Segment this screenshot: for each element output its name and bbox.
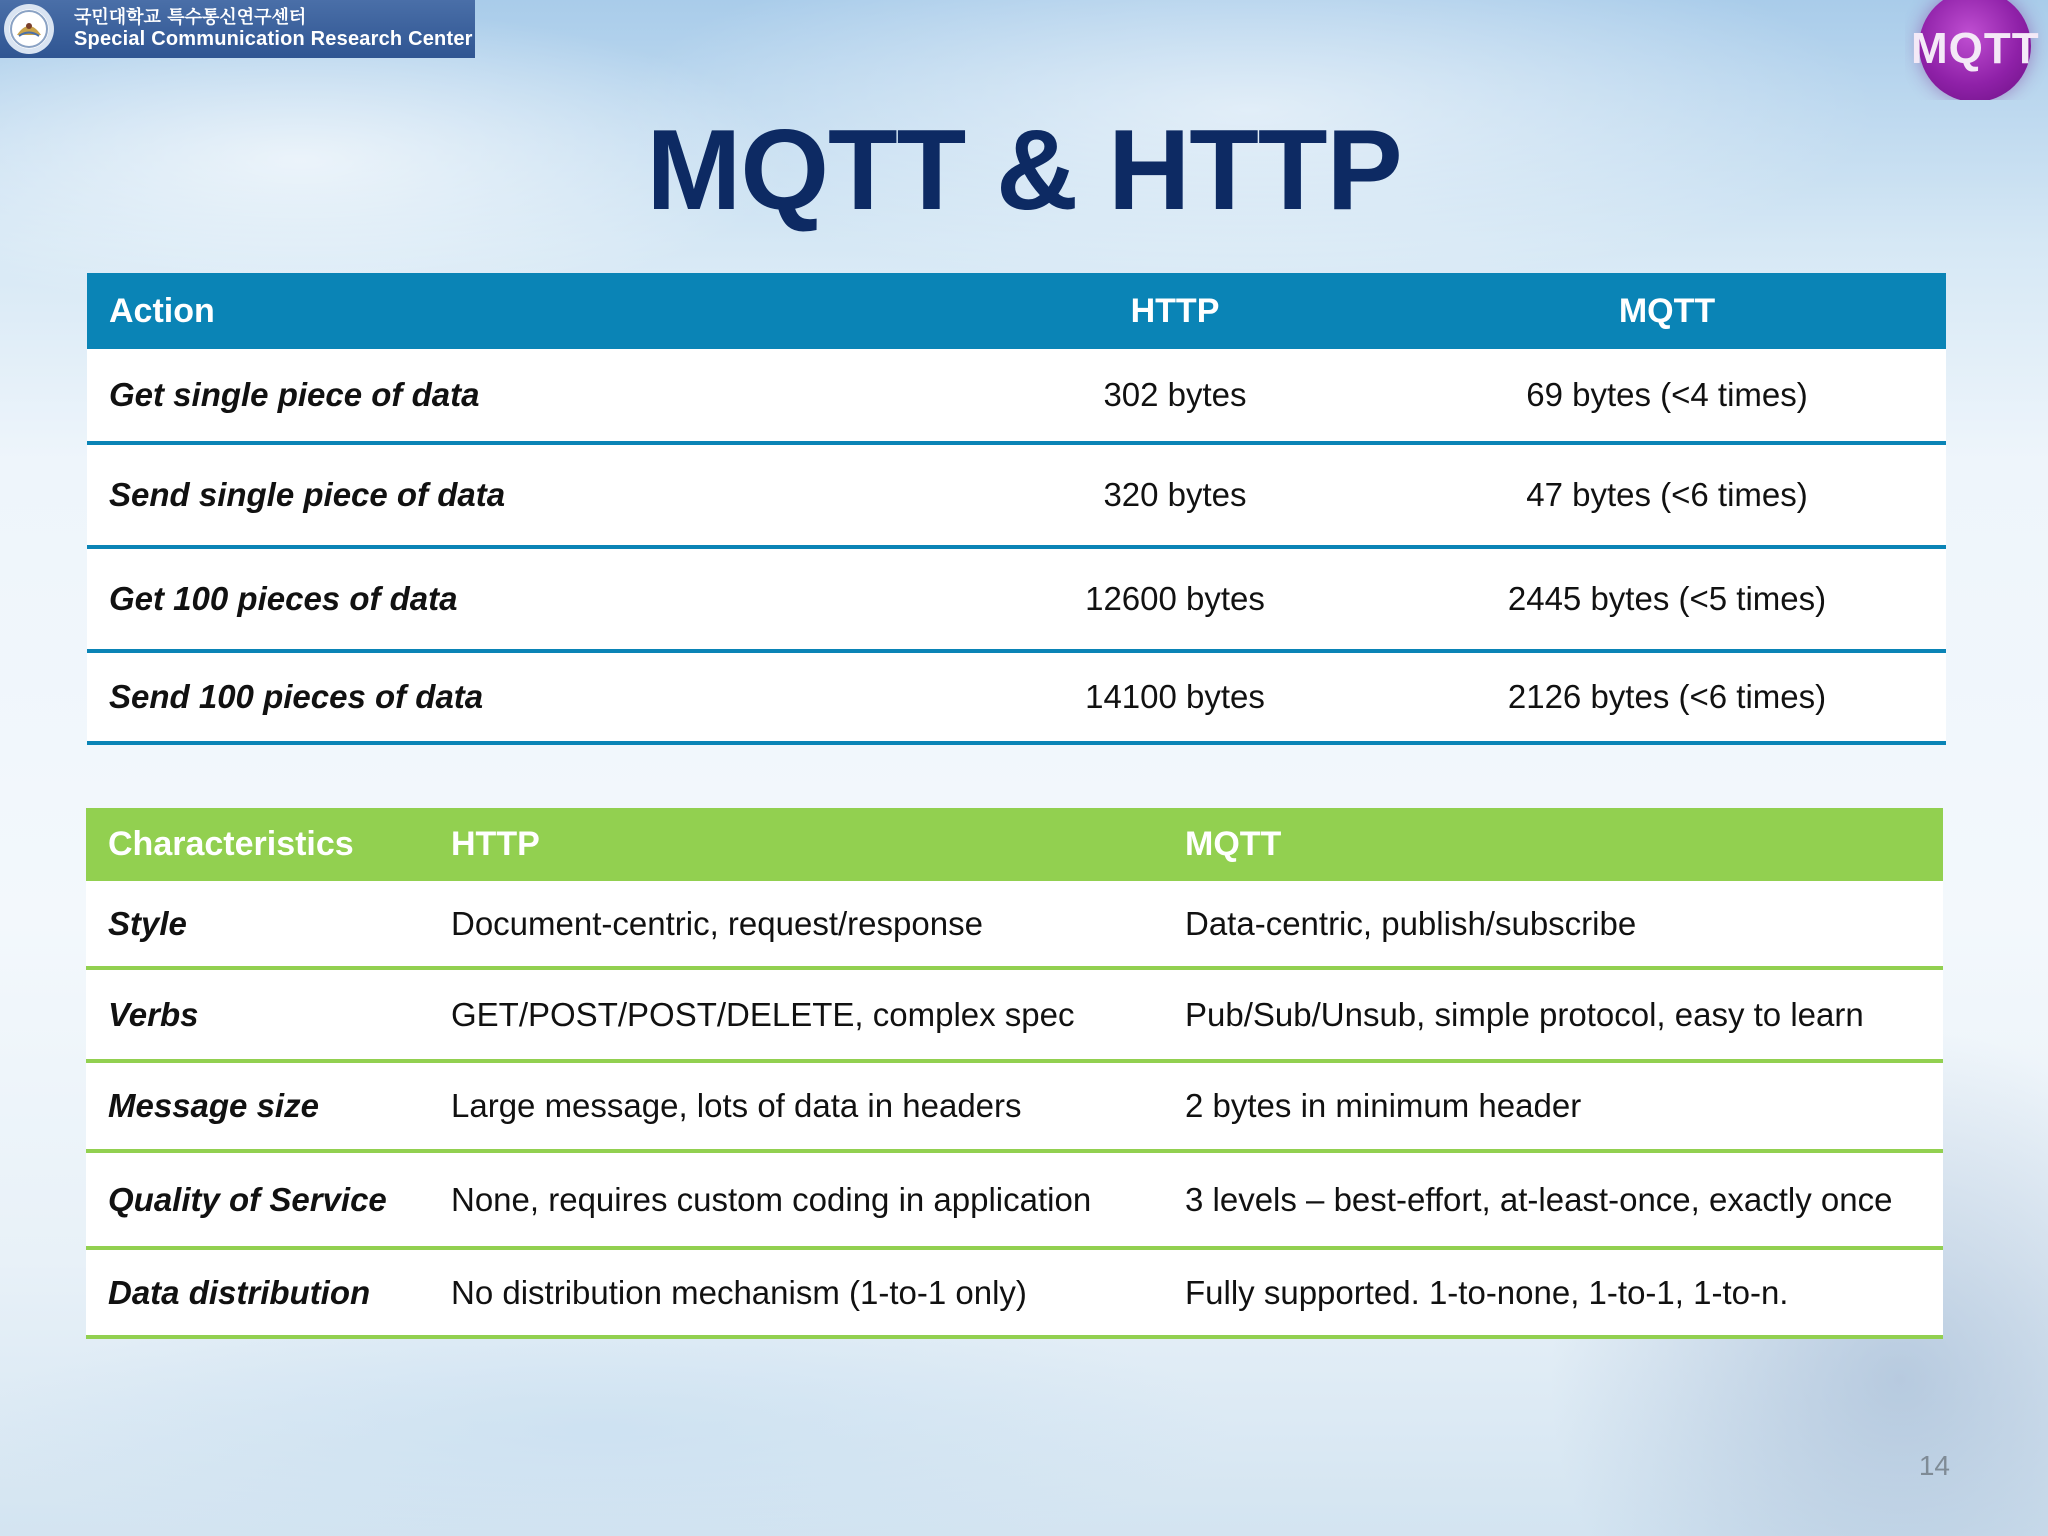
banner-text — [74, 8, 473, 50]
mqtt-logo-badge — [1905, 0, 2048, 100]
table-row — [87, 651, 1946, 743]
column-header-action: Action — [87, 273, 962, 349]
characteristic-cell: Verbs — [86, 968, 429, 1061]
http-characteristic-cell: No distribution mechanism (1-to-1 only) — [429, 1248, 1163, 1337]
mqtt-size-cell: 69 bytes (<4 times) — [1388, 349, 1946, 443]
mqtt-size-cell: 2445 bytes (<5 times) — [1388, 547, 1946, 651]
table-row — [86, 881, 1943, 968]
characteristic-cell: Quality of Service — [86, 1151, 429, 1248]
mqtt-characteristic-cell: 2 bytes in minimum header — [1163, 1061, 1943, 1151]
column-header-mqtt: MQTT — [1388, 273, 1946, 349]
http-characteristic-cell: Document-centric, request/response — [429, 881, 1163, 968]
table-row — [87, 443, 1946, 547]
column-header-mqtt: MQTT — [1163, 808, 1943, 881]
slide-title: MQTT & HTTP — [646, 107, 1402, 234]
http-characteristic-cell: GET/POST/POST/DELETE, complex spec — [429, 968, 1163, 1061]
http-size-cell: 302 bytes — [962, 349, 1388, 443]
column-header-http: HTTP — [429, 808, 1163, 881]
org-name-english: Special Communication Research Center — [74, 27, 473, 50]
characteristic-cell: Style — [86, 881, 429, 968]
table-row — [87, 547, 1946, 651]
action-cell: Get single piece of data — [87, 349, 962, 443]
size-comparison-table — [87, 273, 1946, 745]
table-row — [86, 1248, 1943, 1337]
table-row — [86, 968, 1943, 1061]
column-header-characteristics: Characteristics — [86, 808, 429, 881]
header-banner — [0, 0, 475, 58]
http-characteristic-cell: None, requires custom coding in application — [429, 1151, 1163, 1248]
characteristic-cell: Data distribution — [86, 1248, 429, 1337]
action-cell: Get 100 pieces of data — [87, 547, 962, 651]
mqtt-size-cell: 2126 bytes (<6 times) — [1388, 651, 1946, 743]
table-row — [86, 1061, 1943, 1151]
table-row — [86, 1151, 1943, 1248]
university-seal-icon — [4, 4, 54, 54]
table-header-row — [87, 273, 1946, 349]
mqtt-size-cell: 47 bytes (<6 times) — [1388, 443, 1946, 547]
action-cell: Send 100 pieces of data — [87, 651, 962, 743]
http-size-cell: 14100 bytes — [962, 651, 1388, 743]
http-size-cell: 320 bytes — [962, 443, 1388, 547]
column-header-http: HTTP — [962, 273, 1388, 349]
table-row — [87, 349, 1946, 443]
mqtt-characteristic-cell: Pub/Sub/Unsub, simple protocol, easy to learn — [1163, 968, 1943, 1061]
mqtt-characteristic-cell: Data-centric, publish/subscribe — [1163, 881, 1943, 968]
action-cell: Send single piece of data — [87, 443, 962, 547]
page-number: 14 — [1918, 1450, 1950, 1481]
mqtt-characteristic-cell: 3 levels – best-effort, at-least-once, exactly once — [1163, 1151, 1943, 1248]
characteristics-table — [86, 808, 1943, 1339]
org-name-korean: 국민대학교 특수통신연구센터 — [74, 7, 307, 29]
mqtt-logo-text: MQTT — [1911, 24, 2040, 73]
http-characteristic-cell: Large message, lots of data in headers — [429, 1061, 1163, 1151]
table-header-row — [86, 808, 1943, 881]
http-size-cell: 12600 bytes — [962, 547, 1388, 651]
mqtt-characteristic-cell: Fully supported. 1-to-none, 1-to-1, 1-to-n. — [1163, 1248, 1943, 1337]
characteristic-cell: Message size — [86, 1061, 429, 1151]
